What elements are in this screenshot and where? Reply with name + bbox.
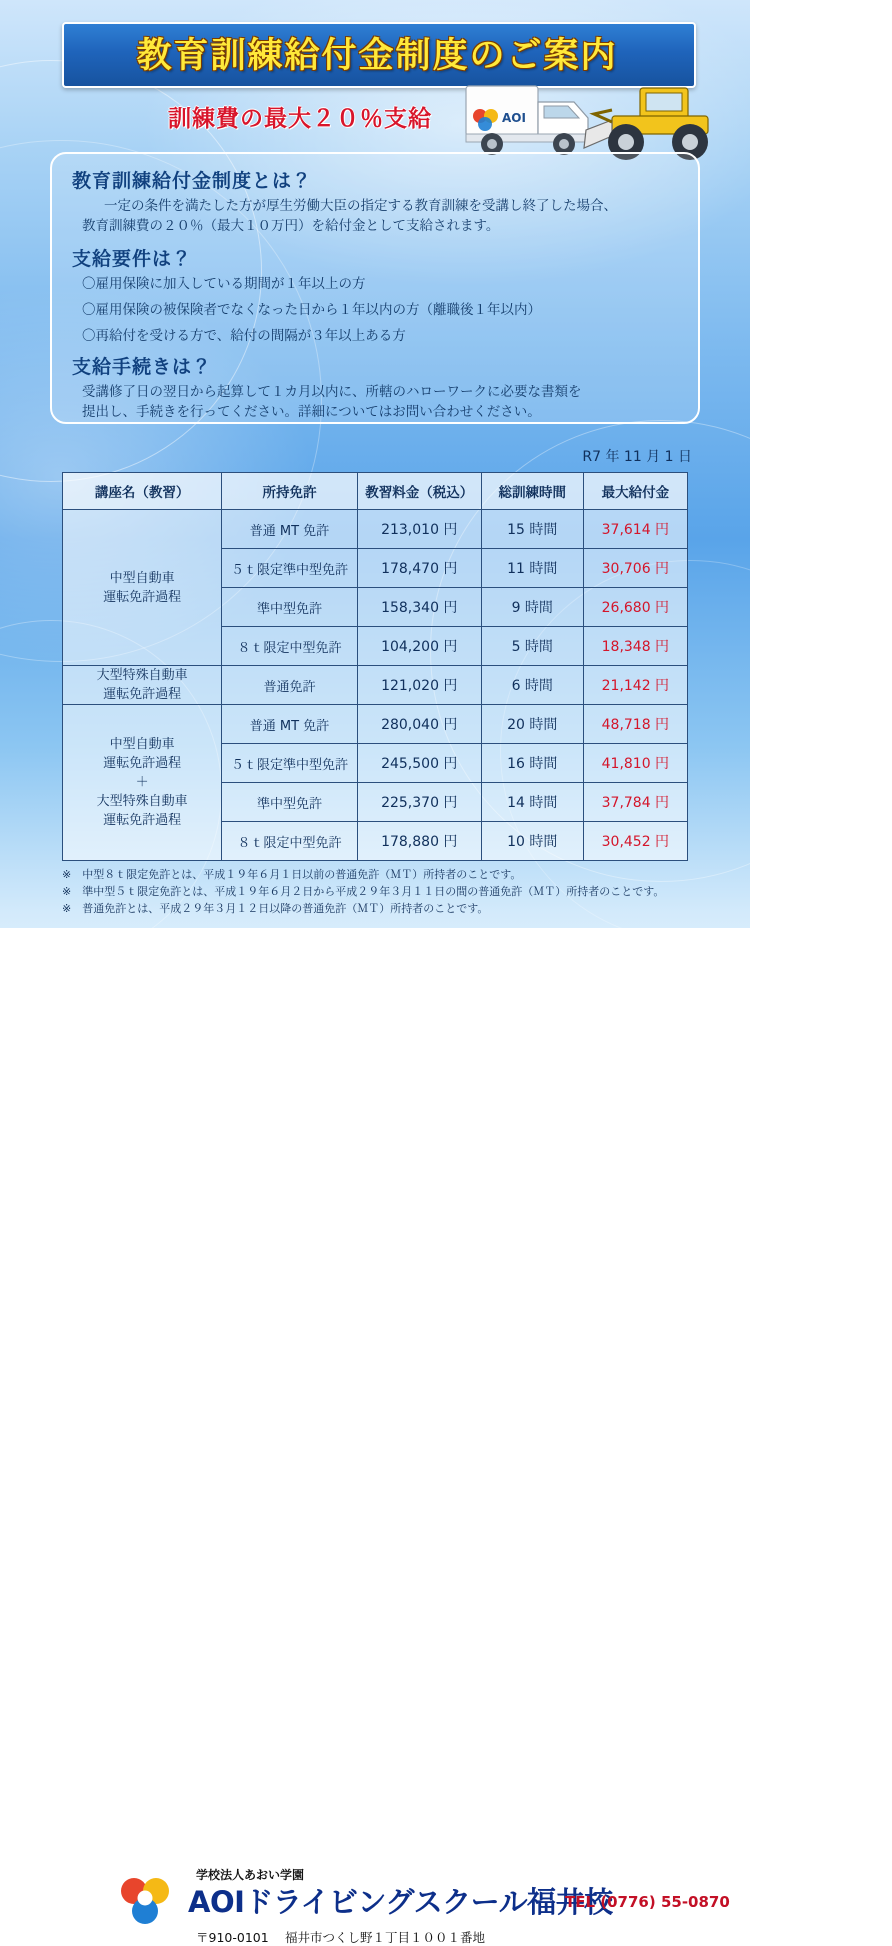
document-date: R7 年 11 月 1 日 — [582, 449, 692, 465]
benefit-cell: 30,452 円 — [583, 822, 687, 861]
note-item: ※ 準中型５ｔ限定免許とは、平成１９年６月２日から平成２９年３月１１日の間の普通免許（ＭＴ）所持者のことです。 — [62, 885, 665, 898]
hours-cell: 10 時間 — [481, 822, 583, 861]
fee-cell: 245,500 円 — [357, 744, 481, 783]
eligibility-item-2: 〇雇用保険の被保険者でなくなった日から１年以内の方（離職後１年以内） — [82, 302, 541, 318]
table-row — [63, 510, 688, 549]
table-header-row — [63, 473, 688, 510]
table-row — [63, 666, 688, 705]
what-is-system-line-2: 教育訓練費の２０％（最大１０万円）を給付金として支給されます。 — [82, 218, 500, 234]
hours-cell: 11 時間 — [481, 549, 583, 588]
benefit-cell: 21,142 円 — [583, 666, 687, 705]
fee-table-wrapper — [62, 472, 688, 861]
license-cell: ８ｔ限定中型免許 — [222, 822, 357, 861]
note-item: ※ 中型８ｔ限定免許とは、平成１９年６月１日以前の普通免許（ＭＴ）所持者のことです。 — [62, 868, 522, 881]
footer — [0, 928, 750, 1945]
eligibility-item-3: 〇再給付を受ける方で、給付の間隔が３年以上ある方 — [82, 328, 406, 344]
fee-cell: 104,200 円 — [357, 627, 481, 666]
address: 福井市つくし野１丁目１００１番地 — [285, 1930, 486, 1945]
col-hours: 総訓練時間 — [481, 473, 583, 510]
eligibility-item-1: 〇雇用保険に加入している期間が１年以上の方 — [82, 276, 366, 292]
course-name-cell — [63, 705, 222, 861]
hours-cell: 15 時間 — [481, 510, 583, 549]
col-benefit: 最大給付金 — [583, 473, 687, 510]
fee-table — [62, 472, 688, 861]
what-is-system-line-1: 一定の条件を満たした方が厚生労働大臣の指定する教育訓練を受講し終了した場合、 — [104, 198, 617, 214]
license-cell: 準中型免許 — [222, 783, 357, 822]
telephone-number: TEL (0776) 55-0870 — [565, 1893, 730, 1911]
heading-eligibility: 支給要件は？ — [72, 248, 193, 270]
license-cell: ５ｔ限定準中型免許 — [222, 744, 357, 783]
fee-cell: 280,040 円 — [357, 705, 481, 744]
procedure-line-1: 受講修了日の翌日から起算して１カ月以内に、所轄のハローワークに必要な書類を — [82, 384, 582, 400]
license-cell: ５ｔ限定準中型免許 — [222, 549, 357, 588]
col-course: 講座名（教習） — [63, 473, 222, 510]
benefit-cell: 37,614 円 — [583, 510, 687, 549]
col-license: 所持免許 — [222, 473, 357, 510]
fee-cell: 178,880 円 — [357, 822, 481, 861]
benefit-cell: 30,706 円 — [583, 549, 687, 588]
benefit-cell: 37,784 円 — [583, 783, 687, 822]
school-corporation-label: 学校法人あおい学園 — [196, 1868, 305, 1882]
course-name-line: 運転免許過程 — [103, 813, 182, 828]
course-name-line: 大型特殊自動車 — [96, 668, 188, 683]
course-name-line: 運転免許過程 — [103, 687, 182, 702]
benefit-cell: 48,718 円 — [583, 705, 687, 744]
fee-cell: 121,020 円 — [357, 666, 481, 705]
license-cell: 普通 MT 免許 — [222, 705, 357, 744]
license-cell: 準中型免許 — [222, 588, 357, 627]
course-name-line: ＋ — [135, 775, 149, 790]
school-name: AOIドライビングスクール福井校 — [188, 1885, 613, 1919]
benefit-cell: 18,348 円 — [583, 627, 687, 666]
course-name-line: 運転免許過程 — [103, 756, 182, 771]
page-subtitle: 訓練費の最大２０％支給 — [168, 105, 432, 132]
course-name-line: 中型自動車 — [109, 570, 175, 586]
table-row — [63, 705, 688, 744]
heading-procedure: 支給手続きは？ — [72, 356, 213, 378]
svg-text:AOI: AOI — [502, 111, 526, 125]
course-name-cell — [63, 510, 222, 666]
course-name-line: 運転免許過程 — [103, 589, 182, 605]
benefit-cell: 41,810 円 — [583, 744, 687, 783]
fee-cell: 213,010 円 — [357, 510, 481, 549]
hours-cell: 9 時間 — [481, 588, 583, 627]
note-item: ※ 普通免許とは、平成２９年３月１２日以降の普通免許（ＭＴ）所持者のことです。 — [62, 902, 489, 915]
course-name-line: 大型特殊自動車 — [96, 794, 188, 809]
page-title: 教育訓練給付金制度のご案内 — [136, 35, 618, 76]
notes-block — [62, 866, 702, 917]
hours-cell: 16 時間 — [481, 744, 583, 783]
procedure-line-2: 提出し、手続きを行ってください。詳細についてはお問い合わせください。 — [82, 404, 541, 420]
hours-cell: 14 時間 — [481, 783, 583, 822]
hours-cell: 20 時間 — [481, 705, 583, 744]
fee-cell: 158,340 円 — [357, 588, 481, 627]
license-cell: 普通免許 — [222, 666, 357, 705]
col-fee: 教習料金（税込） — [357, 473, 481, 510]
course-name-line: 中型自動車 — [109, 737, 175, 752]
benefit-cell: 26,680 円 — [583, 588, 687, 627]
license-cell: ８ｔ限定中型免許 — [222, 627, 357, 666]
hours-cell: 5 時間 — [481, 627, 583, 666]
license-cell: 普通 MT 免許 — [222, 510, 357, 549]
course-name-cell — [63, 666, 222, 705]
hours-cell: 6 時間 — [481, 666, 583, 705]
fee-cell: 178,470 円 — [357, 549, 481, 588]
aoi-logo-icon — [112, 1876, 178, 1928]
heading-what-is-system: 教育訓練給付金制度とは？ — [72, 170, 313, 192]
postal-code: 〒910-0101 — [196, 1930, 269, 1945]
fee-cell: 225,370 円 — [357, 783, 481, 822]
